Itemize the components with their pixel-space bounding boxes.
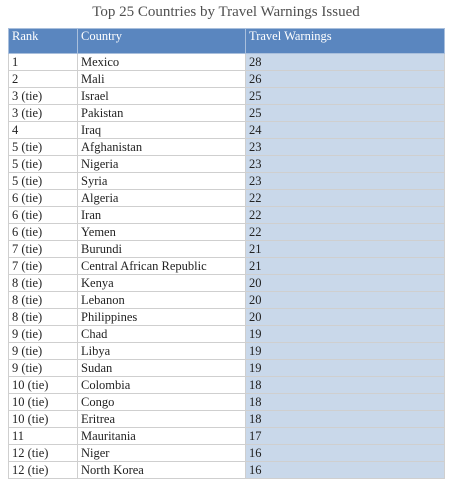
country-cell: Kenya bbox=[78, 275, 246, 292]
warnings-cell: 28 bbox=[246, 54, 445, 71]
country-cell: Afghanistan bbox=[78, 139, 246, 156]
warnings-cell: 16 bbox=[246, 462, 445, 479]
rank-cell: 9 (tie) bbox=[9, 326, 78, 343]
warnings-cell: 24 bbox=[246, 122, 445, 139]
country-cell: Eritrea bbox=[78, 411, 246, 428]
country-cell: Nigeria bbox=[78, 156, 246, 173]
table-row bbox=[9, 105, 445, 122]
country-cell: Israel bbox=[78, 88, 246, 105]
column-header-rank: Rank bbox=[9, 29, 78, 54]
country-cell: Yemen bbox=[78, 224, 246, 241]
warnings-cell: 17 bbox=[246, 428, 445, 445]
warnings-cell: 20 bbox=[246, 275, 445, 292]
rank-cell: 9 (tie) bbox=[9, 360, 78, 377]
country-cell: Chad bbox=[78, 326, 246, 343]
rank-cell: 5 (tie) bbox=[9, 173, 78, 190]
warnings-cell: 20 bbox=[246, 292, 445, 309]
table-row bbox=[9, 377, 445, 394]
country-cell: Lebanon bbox=[78, 292, 246, 309]
warnings-cell: 19 bbox=[246, 360, 445, 377]
country-cell: Burundi bbox=[78, 241, 246, 258]
rank-cell: 10 (tie) bbox=[9, 411, 78, 428]
rank-cell: 6 (tie) bbox=[9, 190, 78, 207]
country-cell: Algeria bbox=[78, 190, 246, 207]
table-row bbox=[9, 292, 445, 309]
rank-cell: 10 (tie) bbox=[9, 377, 78, 394]
rank-cell: 11 bbox=[9, 428, 78, 445]
country-cell: Iraq bbox=[78, 122, 246, 139]
warnings-cell: 18 bbox=[246, 377, 445, 394]
rank-cell: 9 (tie) bbox=[9, 343, 78, 360]
table-row bbox=[9, 139, 445, 156]
country-cell: Congo bbox=[78, 394, 246, 411]
warnings-cell: 23 bbox=[246, 156, 445, 173]
travel-warnings-table bbox=[8, 28, 445, 479]
column-header-travel-warnings: Travel Warnings bbox=[246, 29, 445, 54]
table-row bbox=[9, 71, 445, 88]
table-row bbox=[9, 122, 445, 139]
rank-cell: 5 (tie) bbox=[9, 156, 78, 173]
rank-cell: 4 bbox=[9, 122, 78, 139]
table-row bbox=[9, 173, 445, 190]
rank-cell: 12 (tie) bbox=[9, 445, 78, 462]
table-row bbox=[9, 207, 445, 224]
column-header-country: Country bbox=[78, 29, 246, 54]
table-row bbox=[9, 241, 445, 258]
table-row bbox=[9, 54, 445, 71]
table-row bbox=[9, 190, 445, 207]
warnings-cell: 18 bbox=[246, 394, 445, 411]
warnings-cell: 26 bbox=[246, 71, 445, 88]
table-row bbox=[9, 88, 445, 105]
rank-cell: 3 (tie) bbox=[9, 105, 78, 122]
warnings-cell: 16 bbox=[246, 445, 445, 462]
rank-cell: 6 (tie) bbox=[9, 207, 78, 224]
rank-cell: 8 (tie) bbox=[9, 275, 78, 292]
warnings-cell: 18 bbox=[246, 411, 445, 428]
table-row bbox=[9, 326, 445, 343]
table-row bbox=[9, 224, 445, 241]
table-row bbox=[9, 360, 445, 377]
warnings-cell: 23 bbox=[246, 173, 445, 190]
table-row bbox=[9, 445, 445, 462]
rank-cell: 1 bbox=[9, 54, 78, 71]
country-cell: Syria bbox=[78, 173, 246, 190]
country-cell: Libya bbox=[78, 343, 246, 360]
country-cell: Philippines bbox=[78, 309, 246, 326]
country-cell: Mauritania bbox=[78, 428, 246, 445]
table-row bbox=[9, 428, 445, 445]
rank-cell: 10 (tie) bbox=[9, 394, 78, 411]
country-cell: Central African Republic bbox=[78, 258, 246, 275]
rank-cell: 8 (tie) bbox=[9, 309, 78, 326]
table-row bbox=[9, 156, 445, 173]
rank-cell: 6 (tie) bbox=[9, 224, 78, 241]
country-cell: Mali bbox=[78, 71, 246, 88]
warnings-cell: 20 bbox=[246, 309, 445, 326]
table-row bbox=[9, 309, 445, 326]
country-cell: Colombia bbox=[78, 377, 246, 394]
warnings-cell: 22 bbox=[246, 190, 445, 207]
country-cell: North Korea bbox=[78, 462, 246, 479]
table-row bbox=[9, 411, 445, 428]
country-cell: Pakistan bbox=[78, 105, 246, 122]
warnings-cell: 19 bbox=[246, 326, 445, 343]
table-row bbox=[9, 275, 445, 292]
country-cell: Sudan bbox=[78, 360, 246, 377]
table-title: Top 25 Countries by Travel Warnings Issued bbox=[92, 4, 360, 20]
rank-cell: 8 (tie) bbox=[9, 292, 78, 309]
country-cell: Iran bbox=[78, 207, 246, 224]
rank-cell: 3 (tie) bbox=[9, 88, 78, 105]
country-cell: Mexico bbox=[78, 54, 246, 71]
warnings-cell: 22 bbox=[246, 224, 445, 241]
warnings-cell: 19 bbox=[246, 343, 445, 360]
rank-cell: 5 (tie) bbox=[9, 139, 78, 156]
rank-cell: 7 (tie) bbox=[9, 258, 78, 275]
table-row bbox=[9, 343, 445, 360]
country-cell: Niger bbox=[78, 445, 246, 462]
header-row bbox=[9, 29, 445, 54]
warnings-cell: 25 bbox=[246, 88, 445, 105]
rank-cell: 12 (tie) bbox=[9, 462, 78, 479]
rank-cell: 7 (tie) bbox=[9, 241, 78, 258]
warnings-cell: 21 bbox=[246, 241, 445, 258]
table-row bbox=[9, 462, 445, 479]
warnings-cell: 23 bbox=[246, 139, 445, 156]
table-body bbox=[9, 54, 445, 479]
table-header bbox=[9, 29, 445, 54]
rank-cell: 2 bbox=[9, 71, 78, 88]
warnings-cell: 21 bbox=[246, 258, 445, 275]
warnings-cell: 22 bbox=[246, 207, 445, 224]
warnings-cell: 25 bbox=[246, 105, 445, 122]
table-row bbox=[9, 258, 445, 275]
table-row bbox=[9, 394, 445, 411]
